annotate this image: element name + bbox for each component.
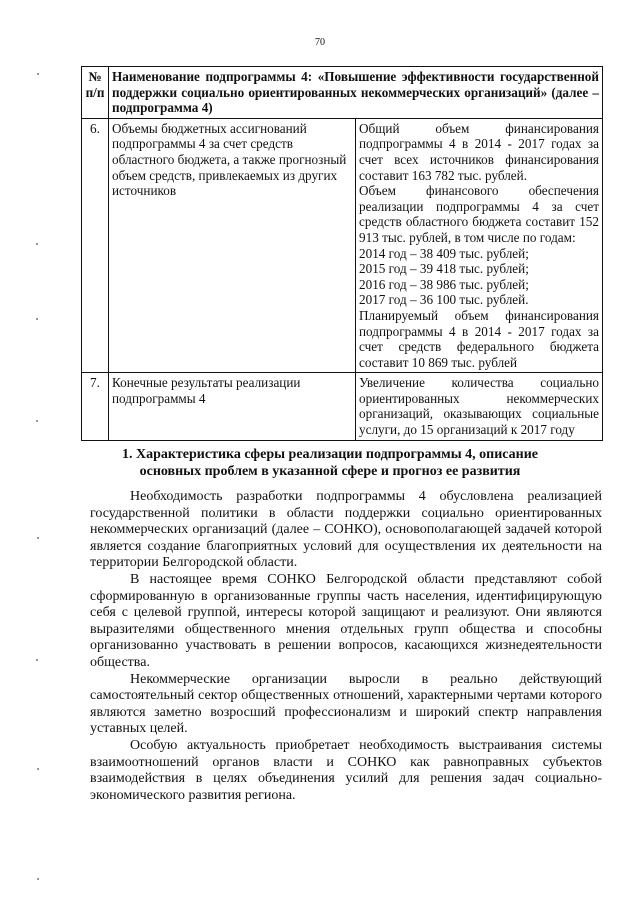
section-body	[90, 489, 602, 804]
subprogram-passport-table	[81, 66, 603, 441]
value-line: 2016 год – 38 986 тыс. рублей;	[359, 276, 529, 292]
value-line: 2014 год – 38 409 тыс. рублей;	[359, 245, 529, 261]
scan-speck	[37, 878, 39, 880]
scan-speck	[36, 243, 38, 245]
section-title	[110, 446, 550, 480]
scan-speck	[37, 768, 39, 770]
scan-speck	[37, 73, 39, 75]
section-title-line: 1. Характеристика сферы реализации подпрограммы 4, описание	[121, 447, 539, 462]
value-line: 2015 год – 39 418 тыс. рублей;	[359, 261, 529, 277]
header-num-cell: № п/п	[82, 67, 109, 119]
value-line: Общий объем финансирования подпрограммы 4 в 2014 - 2017 годах за счет всех источников финансирования составит 163 782 тыс. рублей.	[359, 120, 599, 183]
scan-speck	[36, 318, 38, 320]
scan-speck	[36, 420, 38, 422]
value-line: Увеличение количества социально ориентированных некоммерческих организаций, оказывающих социальные услуги, до 15 организаций к 2017 году	[359, 375, 599, 438]
value-line: Планируемый объем финансирования подпрограммы 4 в 2014 - 2017 годах за счет средств федерального бюджета составит 10 869 тыс. рублей	[359, 307, 599, 370]
value-line: Объем финансового обеспечения реализации подпрограммы 4 за счет средств областного бюджета составит 152 913 тыс. рублей, в том числе по годам:	[359, 183, 599, 245]
table-row	[82, 373, 603, 440]
paragraph: Некоммерческие организации выросли в реально действующий самостоятельный сектор общественных отношений, характерными чертами которого являются заметно возросший профессионализм и широкий спектр направления уставных целей.	[90, 671, 602, 737]
row-label: Конечные результаты реализации подпрограммы 4	[109, 373, 356, 440]
scan-speck	[37, 537, 39, 539]
row-values	[356, 373, 603, 440]
value-line: 2017 год – 36 100 тыс. рублей.	[359, 292, 529, 308]
header-title-cell: Наименование подпрограммы 4: «Повышение эффективности государственной поддержки социально ориентированных некоммерческих организаций» (далее – подпрограмма 4)	[109, 67, 603, 119]
table-header-row	[82, 67, 603, 119]
paragraph: Особую актуальность приобретает необходимость выстраивания системы взаимоотношений органов власти и СОНКО как равноправных субъектов взаимодействия в целях объединения усилий для решения задач социально-экономического развития региона.	[90, 737, 602, 803]
paragraph: В настоящее время СОНКО Белгородской области представляют собой сформированную в организованные группы часть населения, идентифицирующую себя с целевой группой, интересы которой защищают и реализуют. Они являются выразителями общественного мнения отдельных групп общества и способны организованно участвовать в решении вопросов, касающихся жизнедеятельности общества.	[90, 571, 602, 670]
row-label: Объемы бюджетных ассигнований подпрограммы 4 за счет средств областного бюджета, а также прогнозный объем средств, привлекаемых из других источников	[109, 118, 356, 373]
row-values	[356, 118, 603, 373]
paragraph: Необходимость разработки подпрограммы 4 обусловлена реализацией государственной политики в области поддержки социально ориентированных некоммерческих организаций (далее – СОНКО), основополагающей задачей которой является создание благоприятных условий для осуществления их деятельности на территории Белгородской области.	[90, 489, 602, 571]
scan-speck	[36, 659, 38, 661]
row-number: 7.	[82, 373, 109, 440]
section-title-line: основных проблем в указанной сфере и прогноз ее развития	[139, 464, 521, 479]
page-number: 70	[315, 37, 325, 48]
row-number: 6.	[82, 118, 109, 373]
table-row	[82, 118, 603, 373]
